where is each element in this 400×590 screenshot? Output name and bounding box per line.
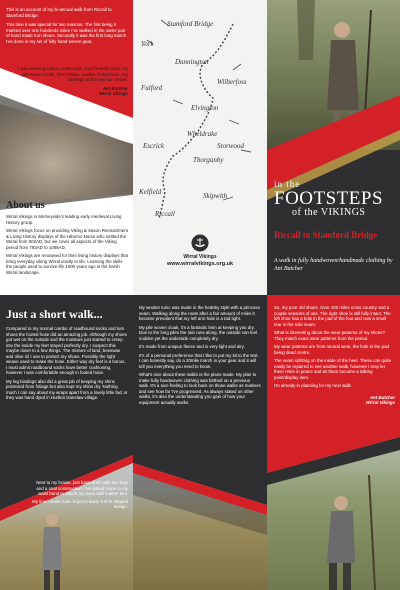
panel-map — [133, 0, 267, 295]
panel-cover — [267, 0, 400, 295]
bottom-right-signature-group: Wirral Vikings — [365, 400, 395, 405]
place-escrick: Escrick — [143, 142, 164, 150]
place-wilberfoss: Wilberfoss — [217, 78, 247, 86]
viking-ship-icon — [276, 157, 298, 173]
cover-title-line2: FOOTSTEPS — [274, 188, 384, 209]
cover-title-line1: in the — [274, 179, 301, 189]
place-kelfield: Kelfield — [139, 188, 162, 196]
panel-bottom-middle — [133, 295, 267, 590]
logo-name: Wirral Vikings — [183, 254, 217, 260]
bottom-left-paragraph-4: My linen under tunic is just a basic T-shirt shaped design. — [32, 498, 128, 509]
intro-paragraph-1: This is an account of my bi-annual walk from Riccall to Stamford Bridge. — [6, 7, 112, 18]
bottom-left-heading: Just a short walk... — [6, 307, 103, 321]
bottom-left-paragraph-2: My leg bindings also did a great job of keeping my shins protected from foliage but also kept my shins dry. Nothing much I can say about my wraps apart from a lovely little fact or they was hand dyed in Hurlton Danelaw village. — [6, 378, 128, 400]
bottom-middle-paragraph-1: My woolen tunic was made in the hedeby style with a princess seam. Walking along the route after a fair amount of miles it became prevalent that my left arm hole is a tad tight. — [139, 305, 260, 321]
place-york: York — [141, 40, 154, 48]
bottom-right-paragraph-5: I'm already in planning for my next walk. — [274, 383, 352, 388]
cover-tagline: A walk in fully handwoven/handmade clothing by Ant Butcher — [274, 258, 393, 272]
panel-top-left — [0, 0, 133, 295]
place-fulford: Fulford — [141, 84, 163, 92]
bottom-right-paragraph-4: The seam splitting on the inside of the heel. These can quite easily be repaired to see another walk, however I may let them retire in peace and let them become a talking point/display item. — [274, 358, 392, 380]
about-paragraph-3: Wirral Vikings are renowned for their living history displays that bring everyday viking Wirral vividly to life. Learning the skills the people used to survive life 1000 years ago in the harsh Wirral landscape. — [6, 253, 128, 275]
place-riccall: Riccall — [155, 210, 175, 218]
bottom-right-paragraph-2: What is interesting about the wear patterns of my shoes? They match exact wear patterns from the period. — [274, 330, 385, 341]
place-stamford-bridge: Stamford Bridge — [167, 20, 214, 28]
place-thorganby: Thorganby — [193, 156, 224, 164]
bottom-middle-paragraph-3: It's made from unspun fleece and is very light and airy. — [139, 344, 245, 349]
place-elvington: Elvington — [191, 104, 219, 112]
intro-paragraph-2: This time it was special for two reasons. The first being it marked over one hundreds miles I've walked in the same pair of hand made turn shoes. Secondly it was the first long march I've done in my set of fully hand woven gear. — [6, 22, 127, 44]
bottom-middle-paragraph-5: What's nice about these walks is the plans made. My plan to make fully handwoven clothing was birthed on a previous walk. It's a nice feeling to look back on those walks as markers and see how far I've progressed. As always stated on other walks, it's also the understanding you gain of how your equipment actually works. — [139, 372, 261, 405]
place-skipwith: Skipwith — [203, 192, 228, 200]
intro-paragraph-3: I was wearing a linen under tunic, wool hedeby tunic, my pile woven cloak, linen braise, woolen footed hose, leg bindings and trusty turn shoes. — [18, 66, 128, 82]
wirral-vikings-logo-icon — [191, 234, 209, 252]
bottom-right-paragraph-1: So, my poor old shoes. Over 100 miles cross country and a couple seasons of use. The right shoe is still fully intact. The left shoe has a hole in the pad of the foot and now a small tear in the sole seam. — [274, 305, 391, 327]
panel-bottom-left — [0, 295, 133, 590]
panel-bottom-right — [267, 295, 400, 590]
about-paragraph-1: Wirral Vikings is Merseyside's leading early medieval Living History group. — [6, 214, 122, 225]
cover-subtitle: Riccall to Stamford Bridge — [274, 230, 378, 240]
place-storwood: Storwood — [217, 142, 244, 150]
bottom-middle-paragraph-2: My pile woven cloak, it's a fantastic item at keeping you dry. Due to the long piles the rain runs along, the outside can feel sodden yet the underside completely dry. — [139, 324, 258, 341]
cover-title-line3: of the VIKINGS — [292, 207, 366, 218]
bottom-right-signature-name: Ant Butcher — [369, 394, 395, 400]
bottom-left-paragraph-1: Compared to my normal combo of roadbound socks and turn shoes the footed hose did an amazing job. Although my shoes got wet on the outside and the moisture just started to creep into the inside my feet stayed perfectly dry. I suspect this maybe down to a few things. The mixture of land, beeswax and olive oil I use to protect my shoes. Possibly the tight weave used to make the hose. Either way dry feet is a bonus. I must admit roadbound socks have better cushioning, however I was comfortable enough in footed hose. — [6, 326, 127, 375]
about-paragraph-2: Wirral Vikings focus on providing Viking & Saxon Reenactment & Living History displays of the Hiberno Norse who settled the Wirral from 902AD, but we cover all aspects of the Viking period from 793AD to 1066AD. — [6, 228, 128, 250]
bottom-left-paragraph-3: Next to my braise, just basic linen with two legs and a seat construction. I've added loops to my waist band to attach my hose with leather ties. — [36, 480, 128, 496]
place-wheldrake: Wheldrake — [187, 130, 218, 138]
cover-red-band — [267, 0, 400, 295]
signature-name: Ant Butcher — [102, 85, 128, 91]
website-url: www.wirralvikings.org.uk — [166, 261, 234, 267]
signature-group: Wirral Vikings — [98, 91, 128, 96]
bottom-middle-paragraph-4: It's of a personal preference that I like to put my kit to the test. I can honestly say, do a 20mile march in your gear and it will tell you everything you need to know. — [139, 352, 259, 369]
about-title: About us — [6, 200, 45, 211]
bottom-right-paragraph-3: My wear patterns are from neutral wear, the hole in the pad being dead centre. — [274, 344, 389, 355]
place-dunnington: Dunnington — [175, 58, 209, 66]
